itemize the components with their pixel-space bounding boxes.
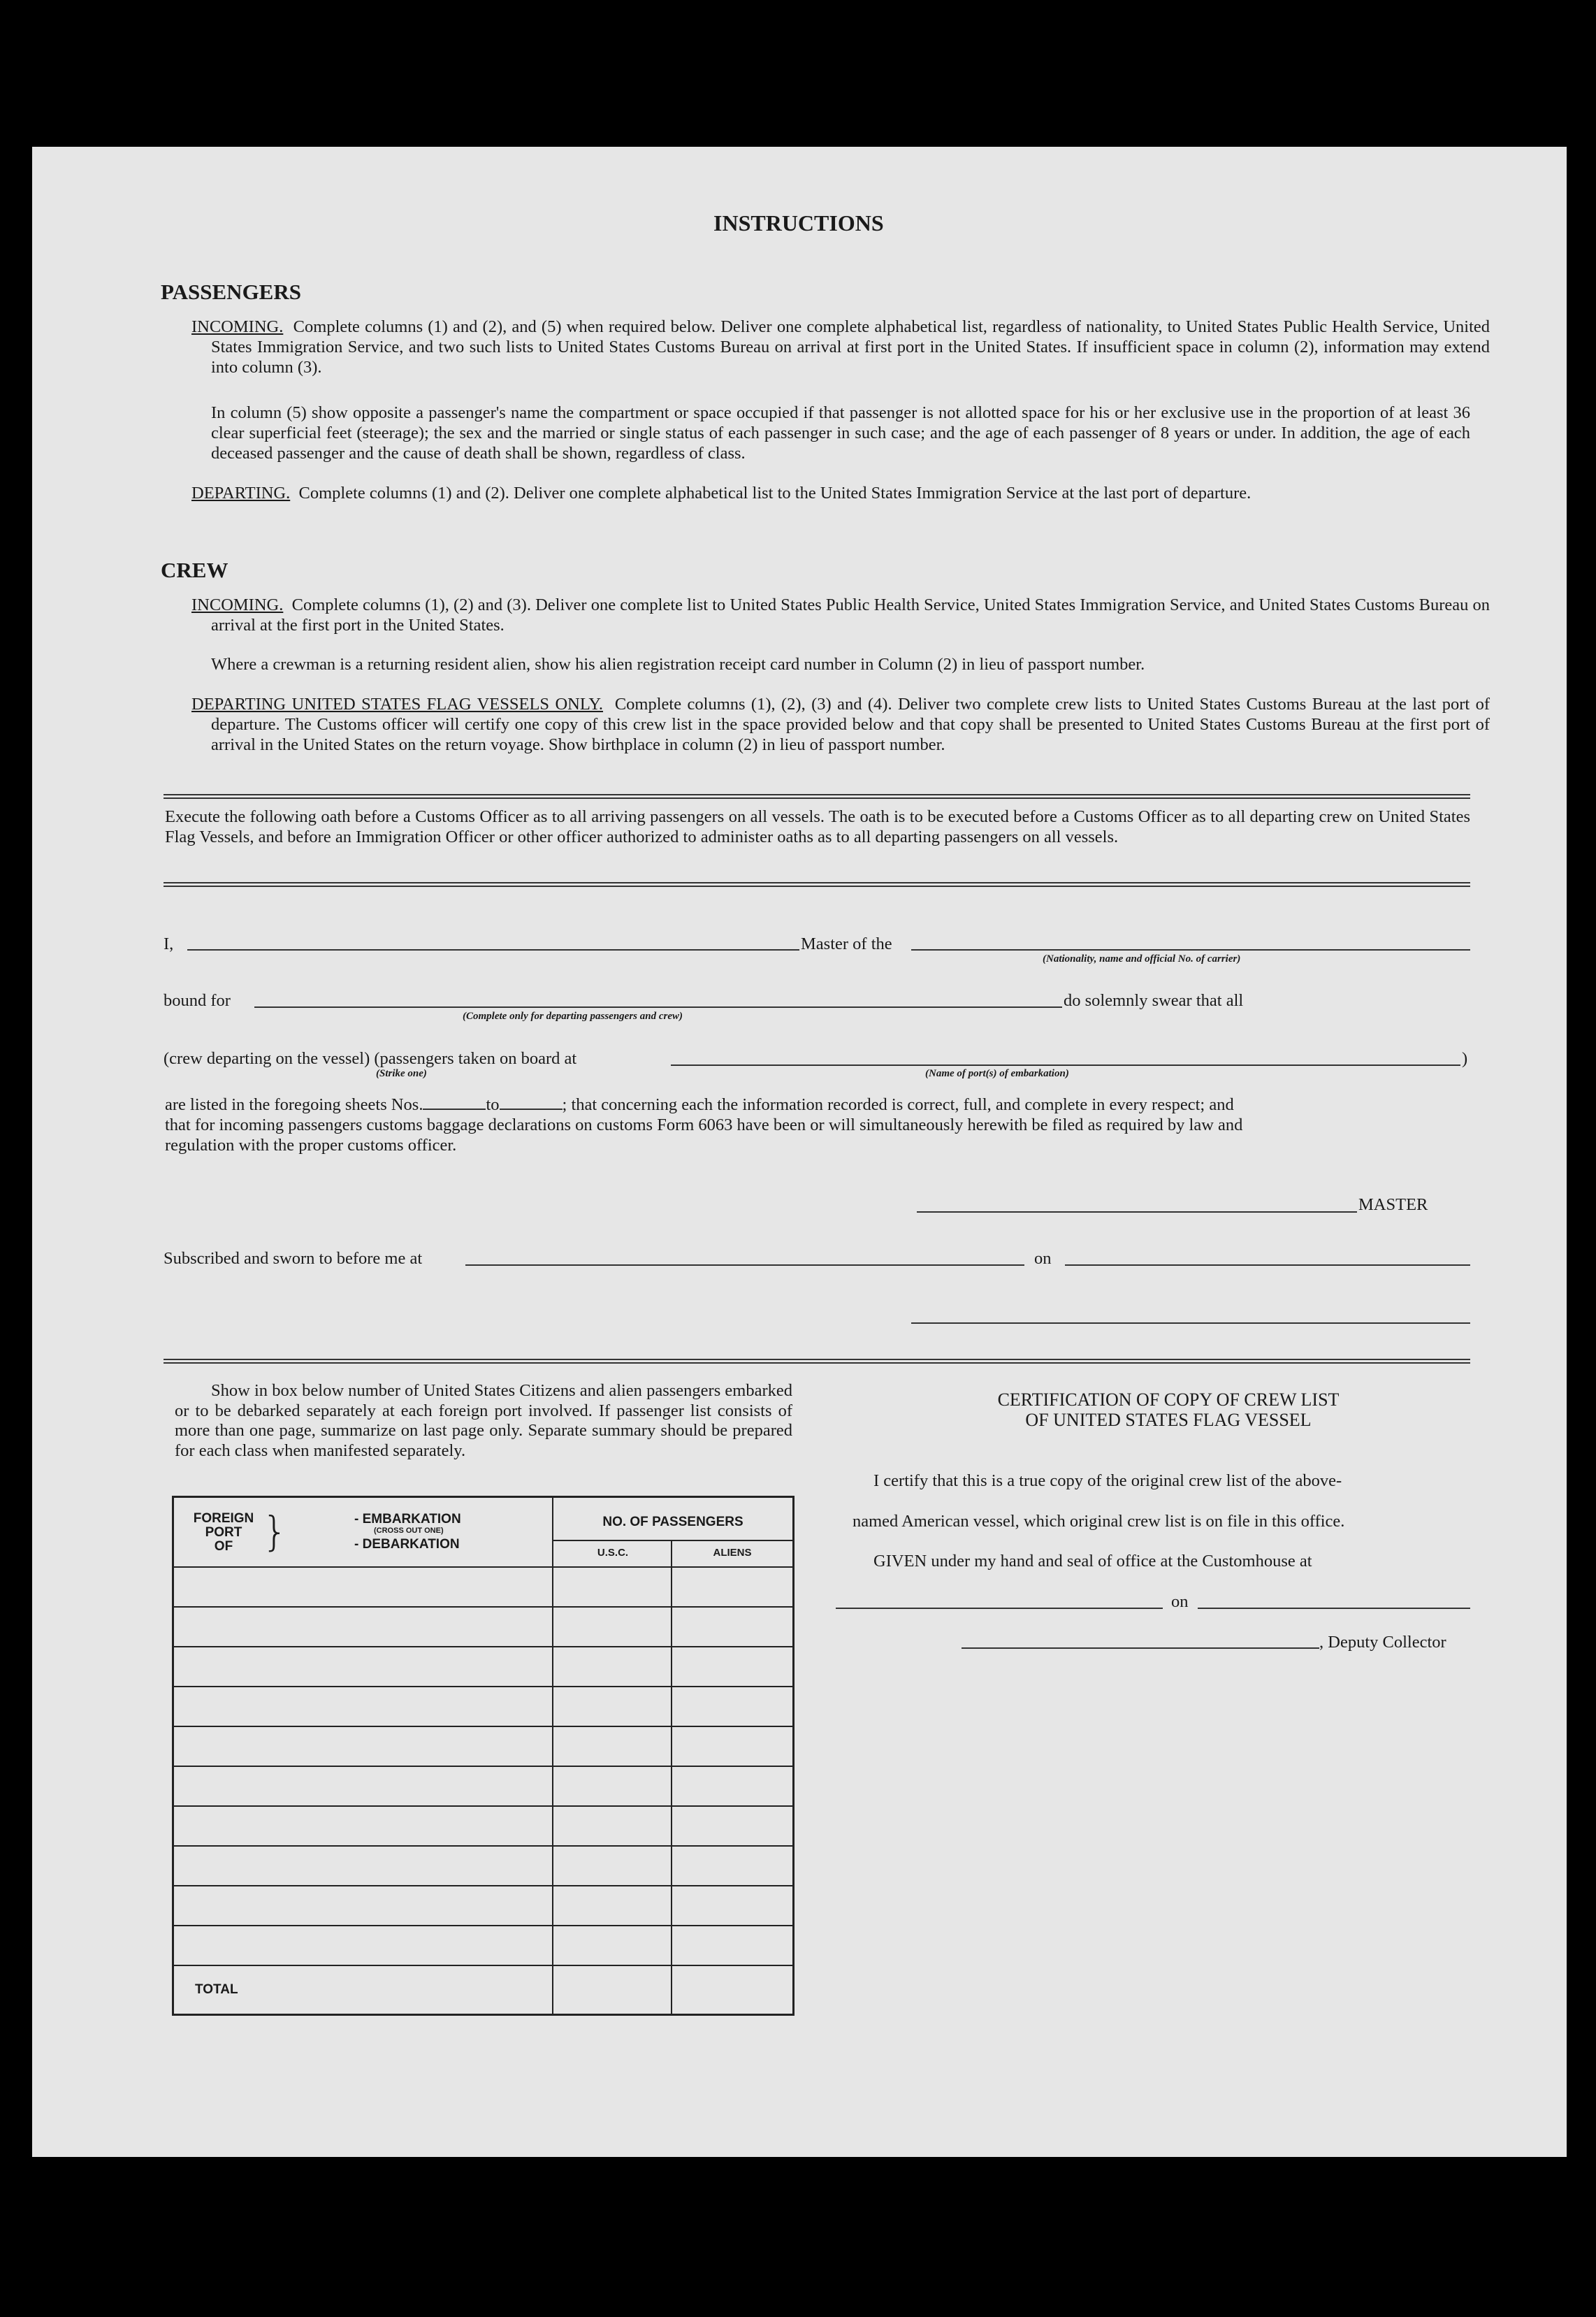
sworn-place-field[interactable] bbox=[465, 1264, 1024, 1266]
passengers-departing-text: Complete columns (1) and (2). Deliver one complete alphabetical list to the United States Immigration Service at the last port of departure. bbox=[298, 484, 1252, 503]
customhouse-field[interactable] bbox=[836, 1608, 1163, 1609]
divider-3 bbox=[164, 1359, 1470, 1364]
oath-strike-one: (Strike one) bbox=[376, 1068, 427, 1079]
table-foreign-port-of bbox=[185, 1512, 262, 1554]
divider-2 bbox=[164, 882, 1470, 887]
oath-instruction: Execute the following oath before a Customs Officer as to all arriving passengers on all vessels. The oath is to be executed before a Customs Officer as to all departing crew on United States Flag Vessels, and before an Immigration Officer or other officer authorized to administer oaths as to all departing passengers on all vessels. bbox=[165, 807, 1470, 846]
certification-deputy: , Deputy Collector bbox=[1319, 1633, 1446, 1652]
table-foreign-label: FOREIGN bbox=[193, 1511, 254, 1526]
master-signature-field[interactable] bbox=[917, 1211, 1385, 1213]
table-embarkation-label: - EMBARKATION bbox=[354, 1512, 461, 1526]
sheet-from-field[interactable] bbox=[423, 1109, 486, 1110]
table-debarkation-label: - DEBARKATION bbox=[354, 1537, 460, 1552]
oath-master-name-field[interactable] bbox=[187, 949, 830, 951]
certification-date-field[interactable] bbox=[1198, 1608, 1470, 1609]
oath-listed-text-3: that for incoming passengers customs baggage declarations on customs Form 6063 have been or will simultaneously herewith be filed as required by law and bbox=[165, 1116, 1243, 1134]
oath-carrier-caption: (Nationality, name and official No. of carrier) bbox=[1043, 953, 1241, 965]
table-row-line bbox=[174, 1646, 792, 1647]
table-aliens-header: ALIENS bbox=[713, 1547, 752, 1559]
oath-to: to bbox=[486, 1095, 500, 1114]
table-row-line bbox=[174, 1606, 792, 1608]
oath-subscribed: Subscribed and sworn to before me at bbox=[164, 1249, 423, 1268]
crew-incoming bbox=[191, 595, 1490, 635]
summary-note: Show in box below number of United States Citizens and alien passengers embarked or to be debarked separately at each foreign port involved. If passenger list consists of more than one page, summarize on last page only. Separate summary should be prepared for each class when manifested separately. bbox=[175, 1381, 792, 1460]
table-col-divider-2 bbox=[671, 1540, 672, 2014]
table-brace-icon: } bbox=[262, 1508, 288, 1555]
crew-incoming-label: INCOMING. bbox=[191, 596, 284, 614]
officer-signature-field[interactable] bbox=[911, 1322, 1470, 1324]
oath-close-paren: ) bbox=[1462, 1049, 1468, 1068]
passengers-departing bbox=[191, 483, 1490, 503]
table-no-passengers-header: NO. OF PASSENGERS bbox=[602, 1515, 743, 1529]
crew-incoming-text: Complete columns (1), (2) and (3). Deliver one complete list to United States Public Health Service, United States Immigration Service, and United States Customs Bureau on arrival at the first port in the United States. bbox=[211, 596, 1490, 635]
table-row-line bbox=[174, 1805, 792, 1807]
deputy-collector-signature-field[interactable] bbox=[962, 1647, 1319, 1649]
table-row-line bbox=[174, 1965, 792, 1966]
table-col-divider-1 bbox=[552, 1498, 553, 2014]
certification-title-2: OF UNITED STATES FLAG VESSEL bbox=[1025, 1410, 1312, 1430]
oath-bound-caption: (Complete only for departing passengers and crew) bbox=[463, 1011, 683, 1022]
table-row-line bbox=[174, 1686, 792, 1687]
table-row-line bbox=[174, 1766, 792, 1767]
oath-i-label: I, bbox=[164, 934, 174, 953]
oath-swear: do solemnly swear that all bbox=[1064, 991, 1244, 1010]
table-of-label: OF bbox=[214, 1539, 233, 1554]
certification-on: on bbox=[1171, 1592, 1189, 1611]
oath-embark-caption: (Name of port(s) of embarkation) bbox=[925, 1068, 1069, 1079]
table-total-label: TOTAL bbox=[195, 1982, 238, 1997]
certification-line-1: I certify that this is a true copy of the original crew list of the above- bbox=[873, 1471, 1342, 1490]
crew-departing-text: Complete columns (1), (2), (3) and (4). Deliver two complete crew lists to United States Customs Bureau at the last port of departure. The Customs officer will certify one copy of this crew list in the space provided below and that copy shall be presented to United States Customs Bureau at the first port of arrival in the United States on the return voyage. Show birthplace in column (2) in lieu of passport number. bbox=[211, 695, 1490, 754]
table-row-line bbox=[174, 1885, 792, 1886]
passenger-summary-table bbox=[172, 1496, 795, 2016]
table-port-label: PORT bbox=[205, 1525, 242, 1540]
page-title: INSTRUCTIONS bbox=[713, 210, 884, 236]
table-subheader-line bbox=[552, 1540, 792, 1541]
crew-departing-label: DEPARTING UNITED STATES FLAG VESSELS ONLY. bbox=[191, 695, 604, 714]
certification-title bbox=[850, 1390, 1487, 1430]
oath-on: on bbox=[1034, 1249, 1052, 1268]
oath-listed-statement bbox=[165, 1095, 1470, 1155]
crew-crewman-note: Where a crewman is a returning resident alien, show his alien registration receipt card number in Column (2) in lieu of passport number. bbox=[211, 655, 1145, 674]
oath-embarkation-field[interactable] bbox=[671, 1064, 1460, 1066]
passengers-column5: In column (5) show opposite a passenger's name the compartment or space occupied if that passenger is not allotted space for his or her exclusive use in the proportion of at least 36 clear superficial feet (steerage); the sex and the married or single status of each passenger in such case; and the age of each passenger of 8 years or under. In addition, the age of each deceased passenger and the cause of death shall be shown, regardless of class. bbox=[211, 403, 1470, 463]
table-cross-out-label: (CROSS OUT ONE) bbox=[374, 1526, 444, 1535]
table-header-line bbox=[174, 1566, 792, 1568]
passengers-heading: PASSENGERS bbox=[161, 280, 301, 304]
certification-line-2: named American vessel, which original crew list is on file in this office. bbox=[853, 1512, 1345, 1531]
table-row-line bbox=[174, 1845, 792, 1847]
oath-listed-text-4: regulation with the proper customs officer. bbox=[165, 1136, 457, 1155]
oath-listed-text-2: ; that concerning each the information recorded is correct, full, and complete in every respect; and bbox=[562, 1095, 1234, 1114]
form-page bbox=[32, 147, 1567, 2157]
divider-1 bbox=[164, 794, 1470, 799]
passengers-incoming bbox=[191, 317, 1490, 377]
oath-crew-departing: (crew departing on the vessel) (passengers taken on board at bbox=[164, 1049, 577, 1068]
table-row-line bbox=[174, 1925, 792, 1926]
sworn-date-field[interactable] bbox=[1065, 1264, 1470, 1266]
passengers-incoming-text: Complete columns (1) and (2), and (5) when required below. Deliver one complete alphabetical list, regardless of nationality, to United States Public Health Service, United States Immigration Service, and two such lists to United States Customs Bureau on arrival at first port in the United States. If insufficient space in column (2), information may extend into column (3). bbox=[211, 317, 1490, 377]
certification-title-1: CERTIFICATION OF COPY OF CREW LIST bbox=[997, 1390, 1340, 1410]
oath-bound-for: bound for bbox=[164, 991, 231, 1010]
crew-departing bbox=[191, 694, 1490, 755]
oath-master-of-the: Master of the bbox=[801, 934, 892, 953]
oath-master-label: MASTER bbox=[1358, 1195, 1428, 1214]
oath-carrier-field[interactable] bbox=[911, 949, 1470, 951]
table-usc-header: U.S.C. bbox=[597, 1547, 629, 1559]
oath-bound-for-field[interactable] bbox=[254, 1006, 1093, 1008]
certification-line-3: GIVEN under my hand and seal of office at the Customhouse at bbox=[873, 1552, 1312, 1571]
passengers-departing-label: DEPARTING. bbox=[191, 484, 291, 503]
crew-heading: CREW bbox=[161, 558, 228, 582]
sheet-to-field[interactable] bbox=[500, 1109, 563, 1110]
passengers-incoming-label: INCOMING. bbox=[191, 317, 284, 336]
table-row-line bbox=[174, 1726, 792, 1727]
oath-listed-text-1: are listed in the foregoing sheets Nos. bbox=[165, 1095, 423, 1114]
